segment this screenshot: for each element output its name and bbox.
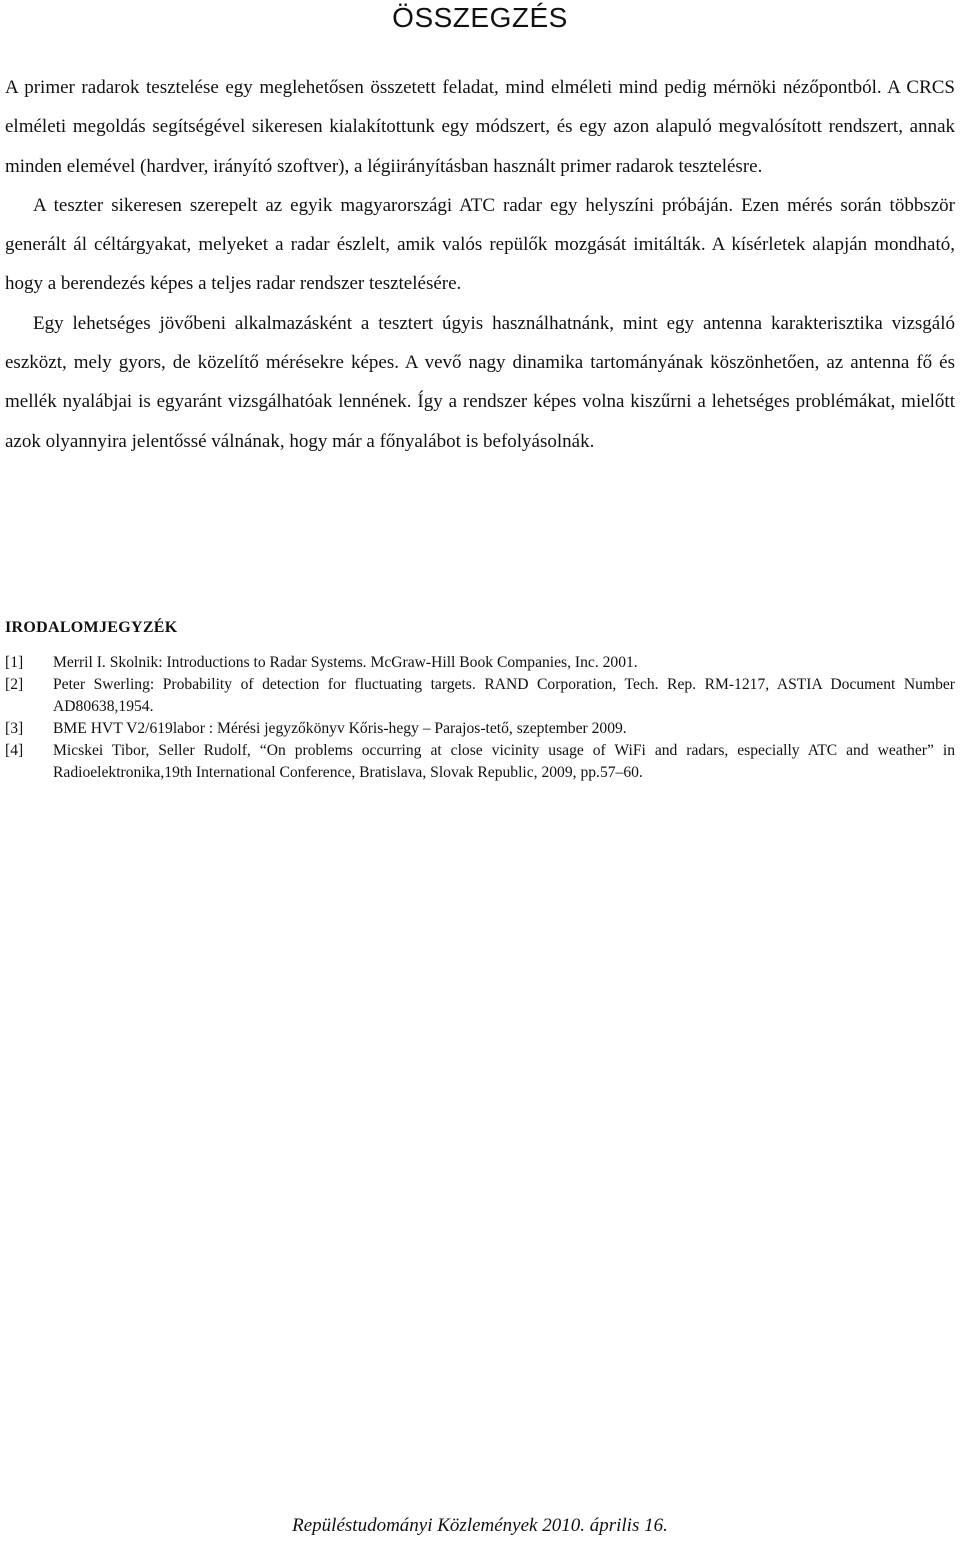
reference-text: Merril I. Skolnik: Introductions to Radar Systems. McGraw-Hill Book Companies, Inc. 2001.: [53, 654, 638, 671]
summary-paragraph: A teszter sikeresen szerepelt az egyik magyarországi ATC radar egy helyszíni próbáján. Ezen mérés során többször generált ál céltárgyakat, melyeket a radar észlelt, amik valós repülők mozgását imitálták. A kísérletek alapján mondható, hogy a berendezés képes a teljes radar rendszer tesztelésére.: [5, 194, 955, 295]
references-list: [5, 652, 955, 784]
reference-item: [5, 652, 955, 674]
reference-number: [3]: [5, 720, 24, 738]
reference-text: BME HVT V2/619labor : Mérési jegyzőkönyv Kőris-hegy – Parajos-tető, szeptember 2009.: [53, 720, 627, 738]
references-heading: IRODALOMJEGYZÉK: [5, 619, 178, 636]
reference-item: [5, 674, 955, 717]
reference-number: [1]: [5, 654, 24, 671]
summary-section: [5, 68, 955, 461]
summary-paragraph: A primer radarok tesztelése egy meglehetősen összetett feladat, mind elméleti mind pedig mérnöki nézőpontból. A CRCS elméleti megoldás segítségével sikeresen kialakítottunk egy módszert, és egy azon alapuló megvalósított rendszert, annak minden elemével (hardver, irányító szoftver), a légiirányításban használt primer radarok tesztelésre.: [5, 77, 955, 177]
reference-number: [4]: [5, 742, 24, 760]
reference-text: Micskei Tibor, Seller Rudolf, “On problems occurring at close vicinity usage of WiFi and radars, especially ATC and weather” in Radioelektronika,19th International Conference, Bratislava, Slovak Republic, 2009, pp.57–60.: [53, 742, 955, 782]
reference-item: [5, 740, 955, 783]
reference-text: Peter Swerling: Probability of detection for fluctuating targets. RAND Corporation, Tech. Rep. RM-1217, ASTIA Document Number AD80638,1954.: [53, 676, 955, 715]
reference-item: [5, 718, 955, 740]
summary-paragraph: Egy lehetséges jövőbeni alkalmazásként a tesztert úgyis használhatnánk, mint egy antenna karakterisztika vizsgáló eszközt, mely gyors, de közelítő mérésekre képes. A vevő nagy dinamika tartományának köszönhetően, az antenna fő és mellék nyalábjai is egyaránt vizsgálhatóak lennének. Így a rendszer képes volna kiszűrni a lehetséges problémákat, mielőtt azok olyannyira jelentőssé válnának, hogy már a főnyalábot is befolyásolnák.: [5, 312, 955, 452]
journal-footer: Repüléstudományi Közlemények 2010. április 16.: [292, 1515, 668, 1536]
reference-number: [2]: [5, 676, 24, 694]
page-title: ÖSSZEGZÉS: [392, 2, 568, 33]
